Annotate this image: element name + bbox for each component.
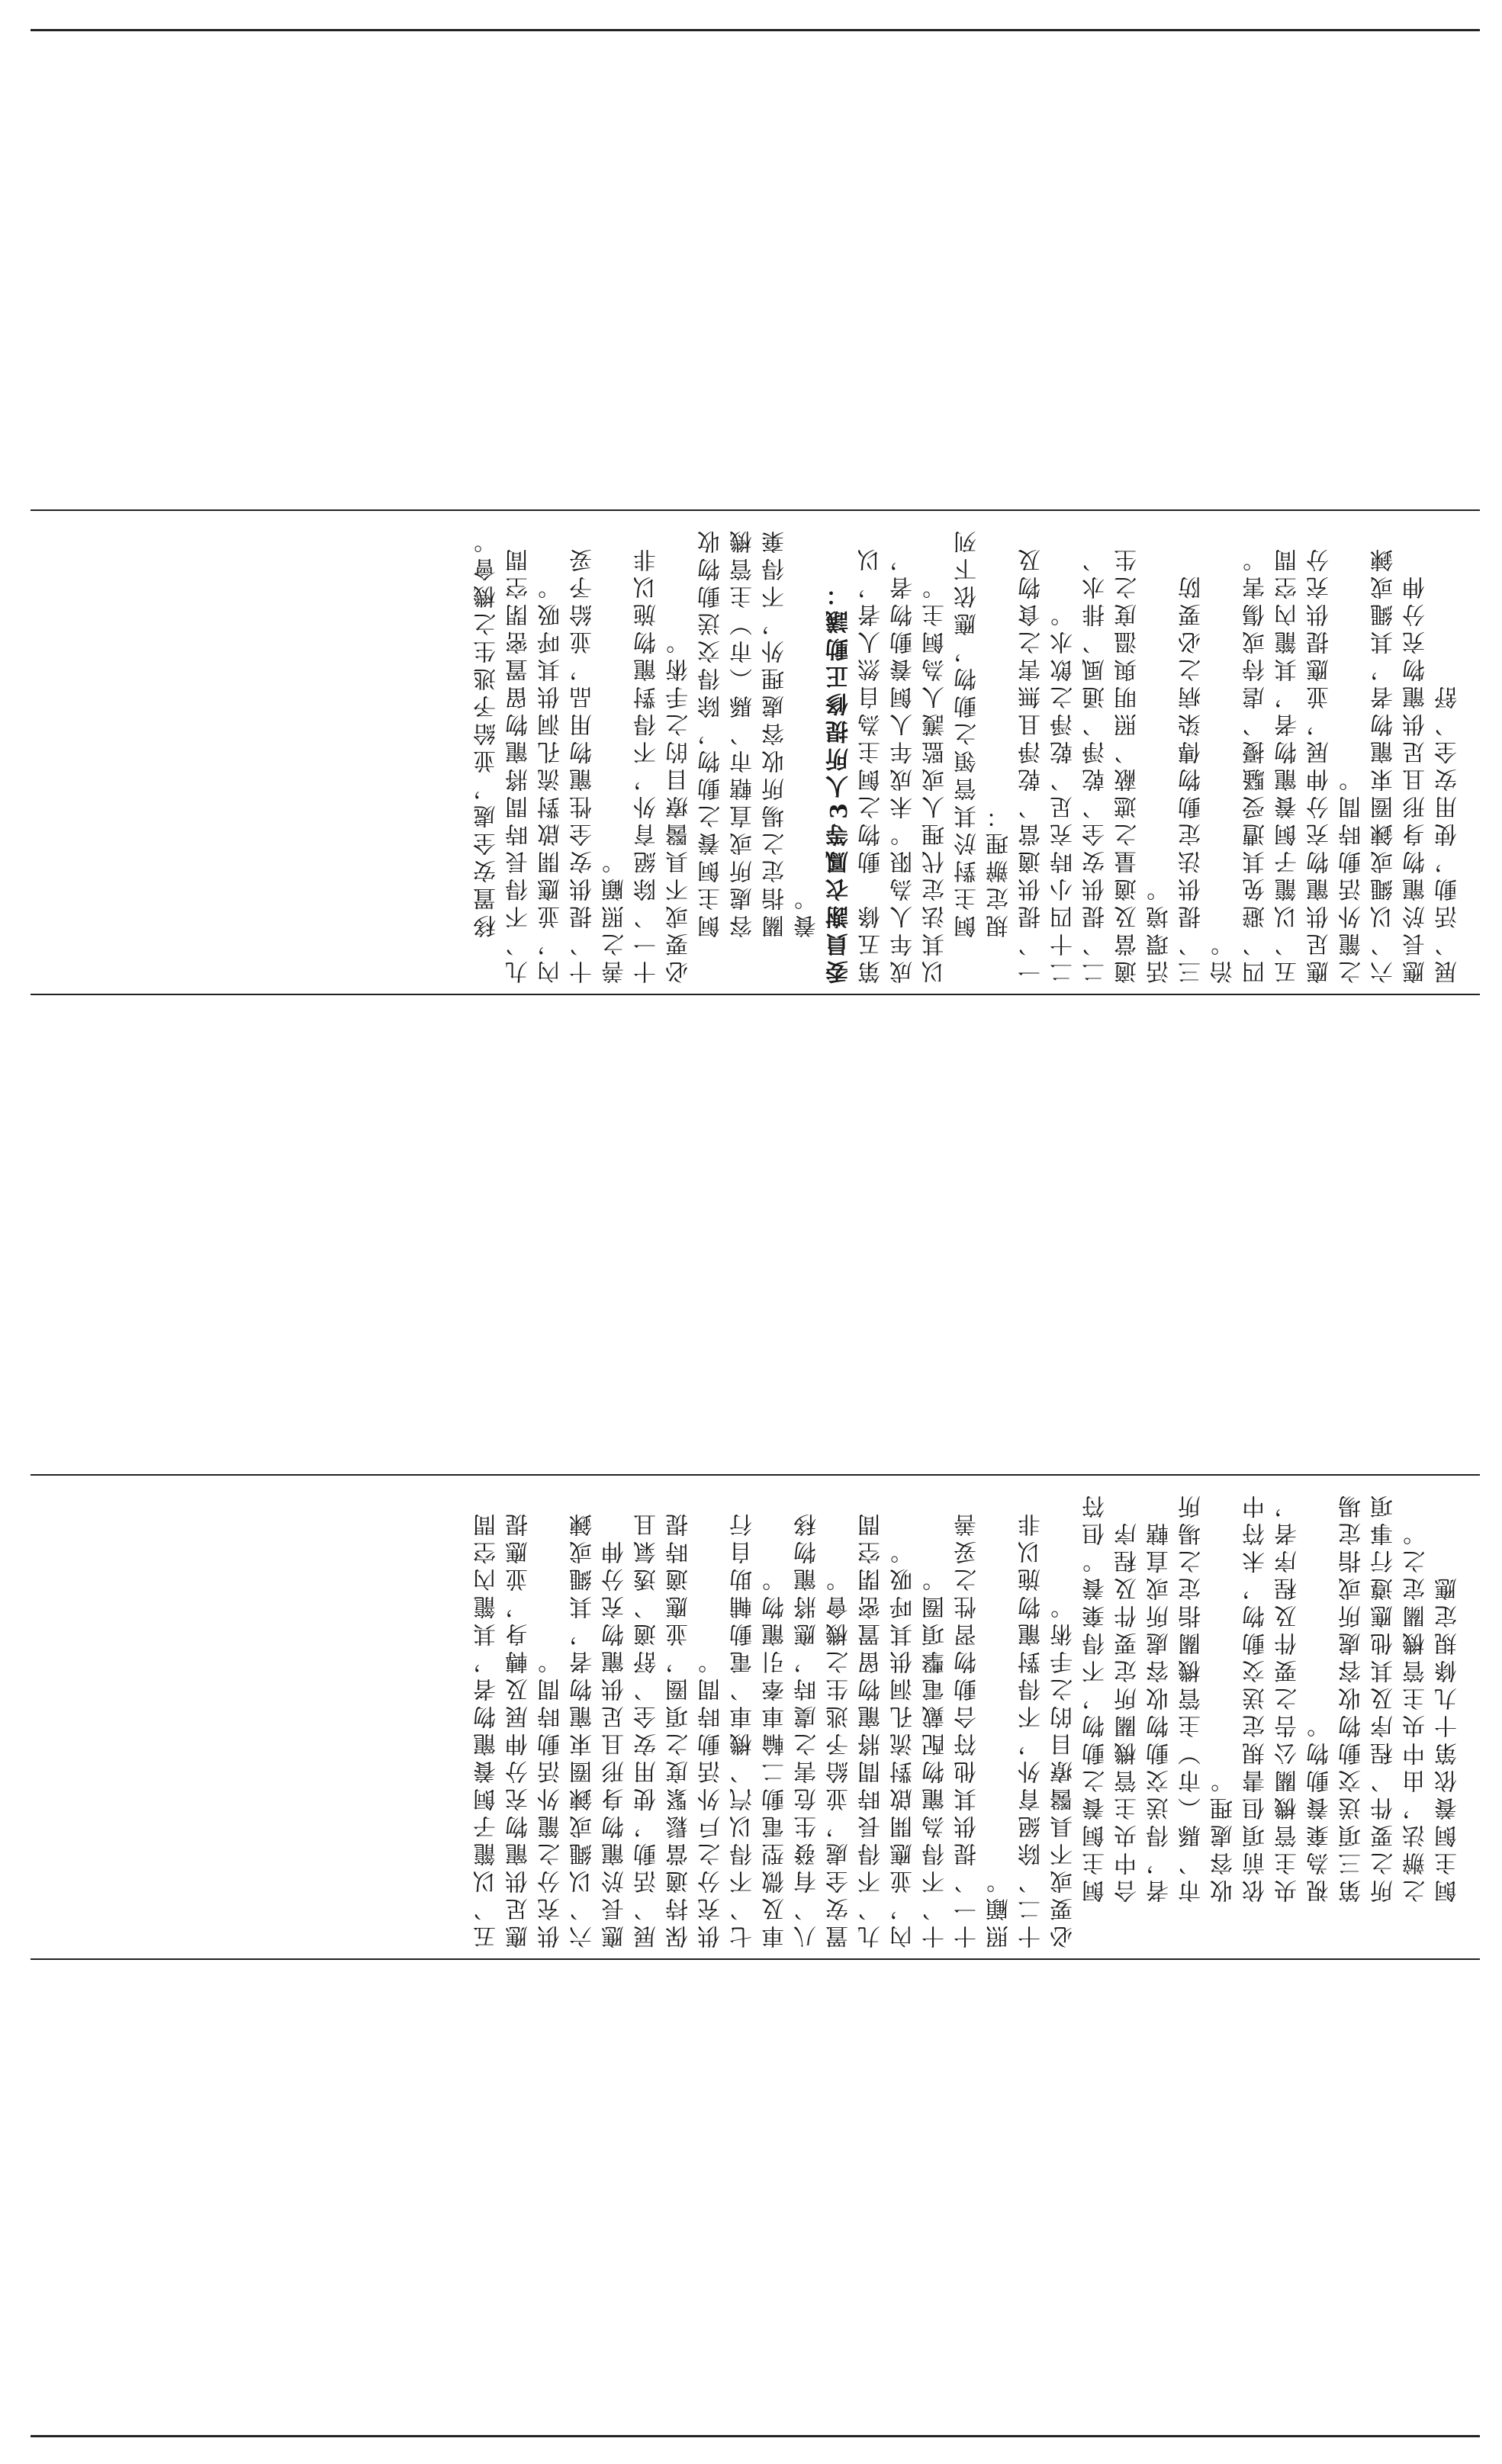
paragraph: 委員謝衣鳳等3人所提修正動議：: [826, 579, 853, 984]
paragraph: 十一、提供其他符合動物習性之妥善照顧。: [954, 1509, 1013, 1948]
paragraph: 飼主飼養依第十九條規定應: [1435, 1573, 1462, 1903]
middle-text-panel: [46, 526, 1465, 984]
bottom-block-top-rule: [31, 1474, 1480, 1476]
paragraph: 依前項但書規定送交動物，未符中央主管機關公告之要件及程序者，視為棄養動物。: [1243, 1491, 1333, 1903]
paragraph: 一、提供適當、乾淨且無害之食物及二十四小時充足、乾淨之飲水。: [1018, 545, 1077, 984]
paragraph: 二、提供安全、乾淨、通風、排水、適當及適量之遮蔽、照明與溫度之生活環境。: [1082, 545, 1173, 984]
paragraph: 十、提供安全性寵物用品，並給予妥善之照顧。: [570, 545, 629, 984]
paragraph: 五、以籠子飼養寵物者，其籠內空間應足供寵物充分伸展及轉身，並應提供充分之籠外活動時間。: [474, 1509, 564, 1948]
bottom-text-column: [471, 1491, 1465, 1948]
paragraph: 六、以繩或鍊圈束寵物者，其繩或鍊應長於寵物身形且足供寵物充分伸展、活動，使用安全、舒適、透氣且保持適當鬆緊度之項圈，並應適時提供充分之戶外活動時間。: [570, 1509, 725, 1948]
bottom-block-bottom-rule: [31, 1958, 1480, 1960]
paragraph: 十一、除絕育外，不得對寵物施以非必要或不具醫療目的之手術。: [634, 545, 693, 984]
bottom-text-panel: [46, 1491, 1465, 1948]
paragraph: 八、有發生危害之虞時，應將寵物移置安全處，並給予逃生之機會。: [794, 1509, 853, 1948]
paragraph: 第三項送交動物收容處所或指定場所之要件、程序及其他應遵行事項之辦法，由中央主管機關定之。: [1339, 1491, 1430, 1903]
paragraph: 第五條 動物之飼主為自然人者，以成年人為限。未成年人飼養動物者，以其法定代理人或監護人為飼主。: [858, 545, 949, 984]
middle-block-top-rule: [31, 509, 1480, 511]
paragraph: 六、以繩或鍊圈束寵物者，其繩或鍊應長於寵物身形且足供寵物充分伸展、活動，使用安全、舒: [1371, 545, 1462, 984]
top-rule: [31, 29, 1480, 31]
bottom-rule: [31, 2435, 1480, 2437]
paragraph: 九、不得長時間將寵物留置密閉空間內，並應開啟對流孔洞供其呼吸。: [506, 545, 564, 984]
paragraph: 飼主對於其管領之動物，應依下列規定辦理：: [954, 526, 1013, 938]
middle-block-bottom-rule: [31, 994, 1480, 995]
paragraph: 七、不得以汽、機車、電動輔助自行車及微型電動二輪車牽引寵物。: [730, 1509, 789, 1948]
paragraph: 飼主飼養之動物，不得棄養。但符合中央主管機關所定要件及程序者，得送交動物收容處所或直轄市、縣（市）主管機關指定之場所收容處理。: [1082, 1491, 1237, 1903]
paragraph: 飼主飼養之動物，除得交送動物收容處所或直轄市、縣（市）主管機關指定之場所收容處理外，不得棄養。: [698, 526, 821, 938]
paragraph: 四、避免其遭受騷擾、虐待或傷害。: [1243, 545, 1269, 984]
paragraph: 九、不得長時間將寵物留置密閉空間內，並應開啟對流孔洞供其呼吸。: [858, 1509, 917, 1948]
paragraph: 移置安全處，並給予逃生之機會。: [474, 526, 500, 938]
paragraph: 十二、除絕育外，不得對寵物施以非必要或不具醫療目的之手術。: [1018, 1509, 1077, 1948]
paragraph: 十、不得為寵物配戴電擊項圈。: [922, 1564, 949, 1948]
paragraph: 五、以籠子飼養寵物者，其籠內空間應足供寵物充分伸展，並應提供充分之籠外活動時間。: [1275, 545, 1365, 984]
paragraph: 三、提供法定動物傳染病之必要防治。: [1179, 572, 1237, 984]
middle-text-column: [471, 526, 1465, 984]
